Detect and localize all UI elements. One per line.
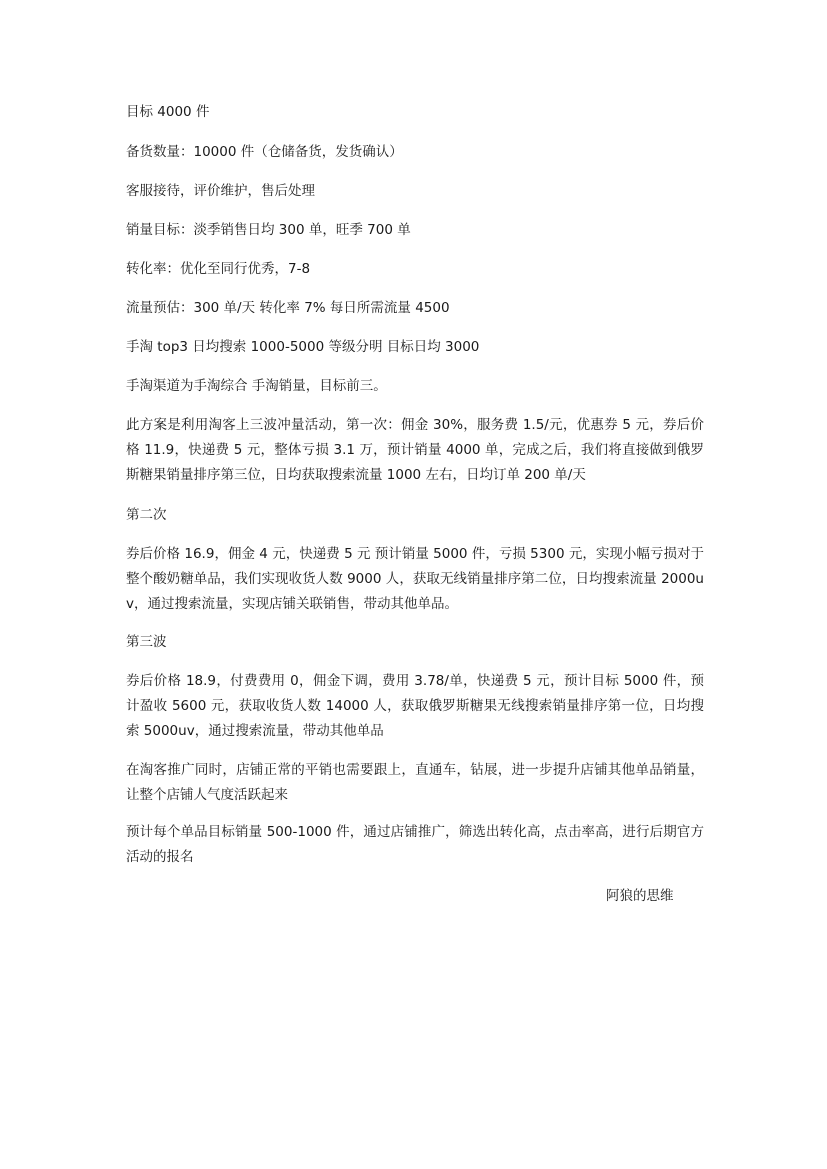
- heading-third: 第三波: [126, 634, 167, 650]
- paragraph-stock: 备货数量：10000 件（仓储备货，发货确认）: [126, 144, 403, 160]
- paragraph-plan-second: 券后价格 16.9，佣金 4 元，快递费 5 元 预计销量 5000 件，亏损 5300 元，实现小幅亏损对于整个酸奶糖单品，我们实现收货人数 9000 人，获取无线销量排序第二位，日均搜索流量 2000uv，通过搜索流量，实现店铺关联销售，带动其他单品。: [126, 546, 704, 612]
- paragraph-conversion: 转化率：优化至同行优秀，7-8: [126, 261, 311, 277]
- paragraph-traffic-estimate: 流量预估：300 单/天 转化率 7% 每日所需流量 4500: [126, 300, 450, 316]
- paragraph-shop-promotion: 在淘客推广同时，店铺正常的平销也需要跟上，直通车，钻展，进一步提升店铺其他单品销量，让整个店铺人气度活跃起来: [126, 762, 704, 803]
- heading-second: 第二次: [126, 507, 167, 523]
- paragraph-target: 目标 4000 件: [126, 104, 210, 120]
- paragraph-channel: 手淘渠道为手淘综合 手淘销量，目标前三。: [126, 378, 387, 394]
- paragraph-service: 客服接待，评价维护，售后处理: [126, 183, 315, 199]
- paragraph-plan-first: 此方案是利用淘客上三波冲量活动，第一次：佣金 30%，服务费 1.5/元，优惠券 5 元，券后价格 11.9，快递费 5 元，整体亏损 3.1 万，预计销量 4000 单，完成之后，我们将直接做到俄罗斯糖果销量排序第三位，日均获取搜索流量 1000 左右，日均订单 200 单/天: [126, 417, 704, 483]
- paragraph-top3: 手淘 top3 日均搜索 1000-5000 等级分明 目标日均 3000: [126, 339, 480, 355]
- signature: 阿狼的思维: [606, 888, 674, 904]
- paragraph-plan-third: 券后价格 18.9，付费费用 0，佣金下调，费用 3.78/单，快递费 5 元，预计目标 5000 件，预计盈收 5600 元，获取收货人数 14000 人，获取俄罗斯糖果无线搜索销量排序第一位，日均搜索 5000uv，通过搜索流量，带动其他单品: [126, 673, 704, 739]
- paragraph-sales-target: 销量目标：淡季销售日均 300 单，旺季 700 单: [126, 222, 411, 238]
- paragraph-expectation: 预计每个单品目标销量 500-1000 件，通过店铺推广，筛选出转化高，点击率高，进行后期官方活动的报名: [126, 824, 704, 865]
